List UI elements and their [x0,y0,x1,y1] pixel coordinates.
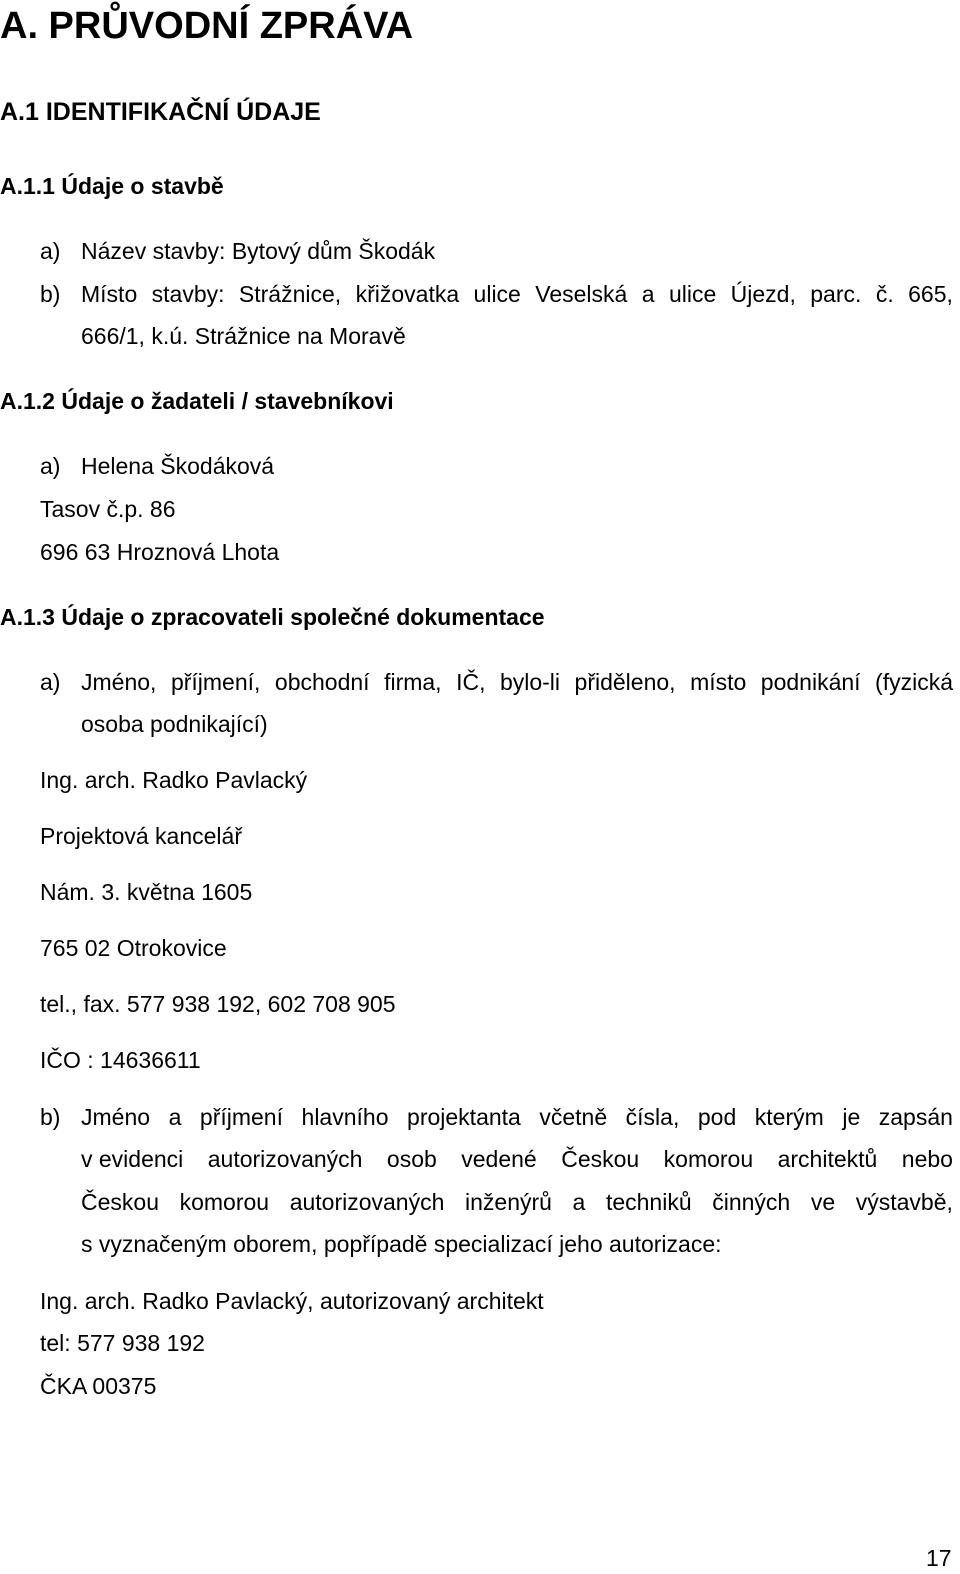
word: komorou [663,1146,754,1172]
word: autorizovaných [207,1146,363,1172]
word: včetně [539,1104,608,1130]
word: Českou [561,1146,640,1172]
word: hlavního [301,1104,389,1130]
word: čísla, [625,1104,680,1130]
page-number: 17 [926,1545,952,1571]
word: Českou [81,1189,159,1215]
word: (fyzická [875,669,953,695]
list-marker: a) [40,238,61,264]
processor-street: Nám. 3. května 1605 [40,879,253,905]
processor-item-a-line-2: osoba podnikající) [81,711,268,737]
word: architektů [777,1146,878,1172]
list-marker: b) [40,1104,61,1130]
word: Veselská [535,281,628,307]
word: stavby: [151,281,225,307]
architect-phone: tel: 577 938 192 [40,1330,205,1356]
applicant-address-1: Tasov č.p. 86 [40,496,176,522]
word: Strážnice, [238,281,342,307]
word: nebo [901,1146,953,1172]
applicant-name: Helena Škodáková [81,453,275,479]
word: ulice [473,281,521,307]
word: Jméno [81,1104,151,1130]
word: křižovatka [355,281,460,307]
word: osob [386,1146,437,1172]
processor-city: 765 02 Otrokovice [40,935,227,961]
chief-designer-line-2 [81,1145,953,1173]
building-location-line-2: 666/1, k.ú. Strážnice na Moravě [81,323,406,349]
processor-office: Projektová kancelář [40,823,242,849]
chief-designer-line-3 [81,1188,953,1216]
section-a1-heading: A.1 IDENTIFIKAČNÍ ÚDAJE [0,98,321,126]
word: parc. [810,281,862,307]
architect-name: Ing. arch. Radko Pavlacký, autorizovaný architekt [40,1288,544,1314]
building-location-line-1 [81,280,953,308]
word: Jméno, [81,669,157,695]
processor-item-a-line-1 [81,668,953,696]
word: příjmení, [170,669,261,695]
applicant-address-2: 696 63 Hroznová Lhota [40,539,280,565]
word: činných [712,1189,791,1215]
building-name: Název stavby: Bytový dům Škodák [81,238,436,264]
document-title: A. PRŮVODNÍ ZPRÁVA [0,5,414,47]
word: pod [697,1104,737,1130]
word: techniků [605,1189,692,1215]
word: autorizovaných [289,1189,445,1215]
list-marker: a) [40,453,61,479]
word: inženýrů [465,1189,552,1215]
list-marker: b) [40,281,61,307]
processor-phone: tel., fax. 577 938 192, 602 708 905 [40,991,396,1017]
word: komorou [179,1189,270,1215]
word: Místo [81,281,138,307]
list-marker: a) [40,669,61,695]
chief-designer-line-4: s vyznačeným oborem, popřípadě specializací jeho autorizace: [81,1231,722,1257]
word: ulice [668,281,717,307]
word: a [572,1189,586,1215]
word: bylo-li [499,669,561,695]
processor-name: Ing. arch. Radko Pavlacký [40,767,308,793]
word: č. [875,281,894,307]
word: firma, [384,669,442,695]
word: ve [810,1189,836,1215]
chief-designer-line-1 [81,1103,953,1131]
word: kterým [754,1104,824,1130]
word: 665, [908,281,953,307]
word: místo [690,669,747,695]
word: IČ, [456,669,486,695]
section-a12-heading: A.1.2 Údaje o žadateli / stavebníkovi [0,388,394,414]
word: obchodní [274,669,370,695]
word: podnikání [760,669,861,695]
word: projektanta [407,1104,521,1130]
word: v evidenci [81,1146,184,1172]
word: přiděleno, [574,669,676,695]
processor-ico: IČO : 14636611 [40,1047,201,1073]
section-a11-heading: A.1.1 Údaje o stavbě [0,173,224,199]
word: a [641,281,655,307]
word: výstavbě, [855,1189,953,1215]
word: vedené [461,1146,537,1172]
word: a [168,1104,182,1130]
word: zapsán [878,1104,953,1130]
word: Újezd, [730,281,796,307]
section-a13-heading: A.1.3 Údaje o zpracovateli společné dokumentace [0,604,545,630]
architect-cka-number: ČKA 00375 [40,1373,157,1399]
word: příjmení [199,1104,283,1130]
word: je [842,1104,861,1130]
